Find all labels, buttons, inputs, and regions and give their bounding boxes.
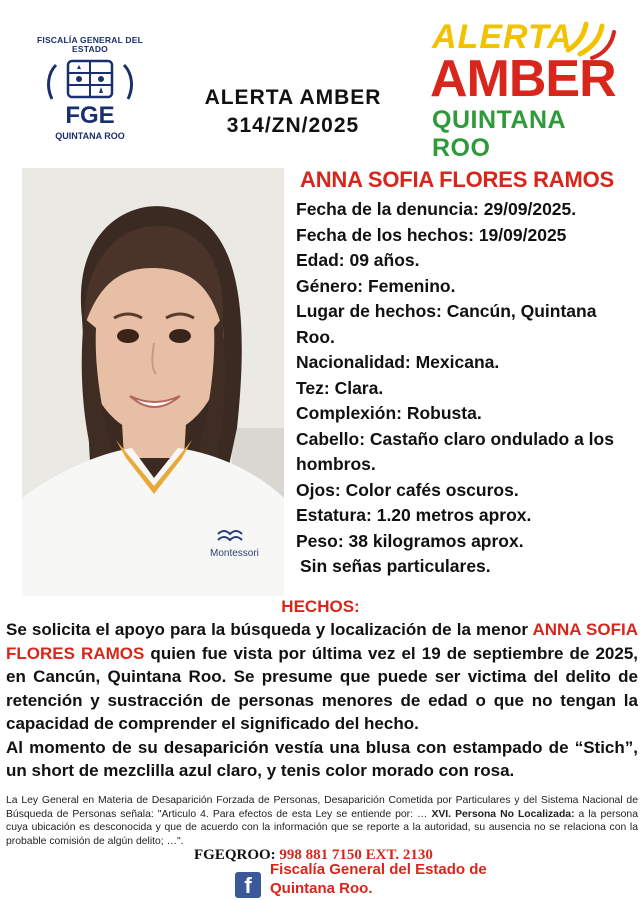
detail-fecha-denuncia: Fecha de la denuncia: 29/09/2025. (296, 199, 577, 219)
legal-notice (6, 794, 638, 848)
contact-number: 998 881 7150 EXT. 2130 (275, 847, 433, 863)
fge-initials: FGE (65, 102, 115, 129)
facebook-page-name[interactable] (270, 860, 510, 898)
detail-lugar: Lugar de hechos: Cancún, Quintana Roo. (296, 301, 597, 347)
hechos-paragraph-1 (6, 618, 638, 736)
facebook-name-line2: Quintana Roo. (270, 880, 373, 897)
contact-label: FGEQROO: (194, 847, 276, 863)
detail-senas: Sin señas particulares. (300, 556, 491, 576)
hechos-p1-end: quien fue vista por última vez el 19 de septiembre de 2025, en Cancún, Quintana Roo. Se presume que puede ser victima del delito de retención y sustracción de personas menores de edad o que no tengan la capacidad de comprender el significado del hecho. (6, 643, 638, 733)
fge-top-text: FISCALÍA GENERAL DEL ESTADO (36, 35, 143, 54)
uniform-caption: Montessori (210, 548, 259, 559)
missing-person-photo (22, 168, 284, 596)
signal-waves-icon (562, 20, 618, 64)
alerta-amber-logo (426, 18, 616, 162)
detail-nacionalidad: Nacionalidad: Mexicana. (296, 352, 500, 372)
facebook-name-line1: Fiscalía General del Estado de (270, 861, 487, 878)
detail-estatura: Estatura: 1.20 metros aprox. (296, 505, 532, 525)
alert-folio: 314/ZN/2025 (226, 114, 360, 137)
hechos-p1-start: Se solicita el apoyo para la búsqueda y localización de la menor (6, 620, 533, 639)
hechos-heading: HECHOS: (281, 597, 360, 616)
hechos-body (6, 618, 638, 783)
detail-complexion: Complexión: Robusta. (296, 403, 482, 423)
detail-fecha-hechos: Fecha de los hechos: 19/09/2025 (296, 224, 567, 245)
amber-logo-alerta: ALERTA (432, 18, 573, 56)
fge-emblem-icon (42, 57, 138, 129)
facebook-icon[interactable]: f (235, 872, 261, 898)
legal-part-b: a la persona cuya ubicación es desconocida y que de acuerdo con la información que se reporte a la autoridad, su ausencia no se relaciona con la probable comisión de algún delito; …". (6, 808, 638, 847)
hechos-paragraph-2: Al momento de su desaparición vestía una blusa con estampado de “Stich”, un short de mezclilla azul claro, y tenis color morado con rosa. (6, 737, 638, 780)
detail-cabello: Cabello: Castaño claro ondulado a los hombros. (296, 428, 614, 474)
legal-bold: XVI. Persona No Localizada: (431, 808, 575, 820)
fge-bottom-text: QUINTANA ROO (55, 131, 125, 141)
alert-title (168, 84, 418, 140)
amber-logo-amber: AMBER (430, 50, 616, 108)
fge-logo (30, 36, 150, 166)
missing-person-name: ANNA SOFIA FLORES RAMOS (300, 167, 614, 192)
child-portrait-image (22, 168, 284, 596)
amber-logo-quintana-roo: QUINTANA ROO (432, 106, 566, 162)
person-details-list (296, 197, 636, 580)
detail-tez: Tez: Clara. (296, 377, 384, 398)
detail-edad: Edad: 09 años. (296, 250, 420, 270)
legal-part-a: La Ley General en Materia de Desaparición Forzada de Personas, Desaparición Cometida por Particulares y del Sistema Nacional de Búsqueda de Personas señala: "Articulo 4. Para efectos de esta Ley se entiende por: … (6, 795, 638, 820)
detail-ojos: Ojos: Color cafés oscuros. (296, 479, 519, 500)
detail-peso: Peso: 38 kilogramos aprox. (296, 530, 524, 551)
detail-genero: Género: Femenino. (296, 275, 456, 296)
hechos-p1-name: ANNA SOFIA FLORES RAMOS (6, 620, 638, 663)
alert-title-line1: ALERTA AMBER (204, 86, 382, 109)
